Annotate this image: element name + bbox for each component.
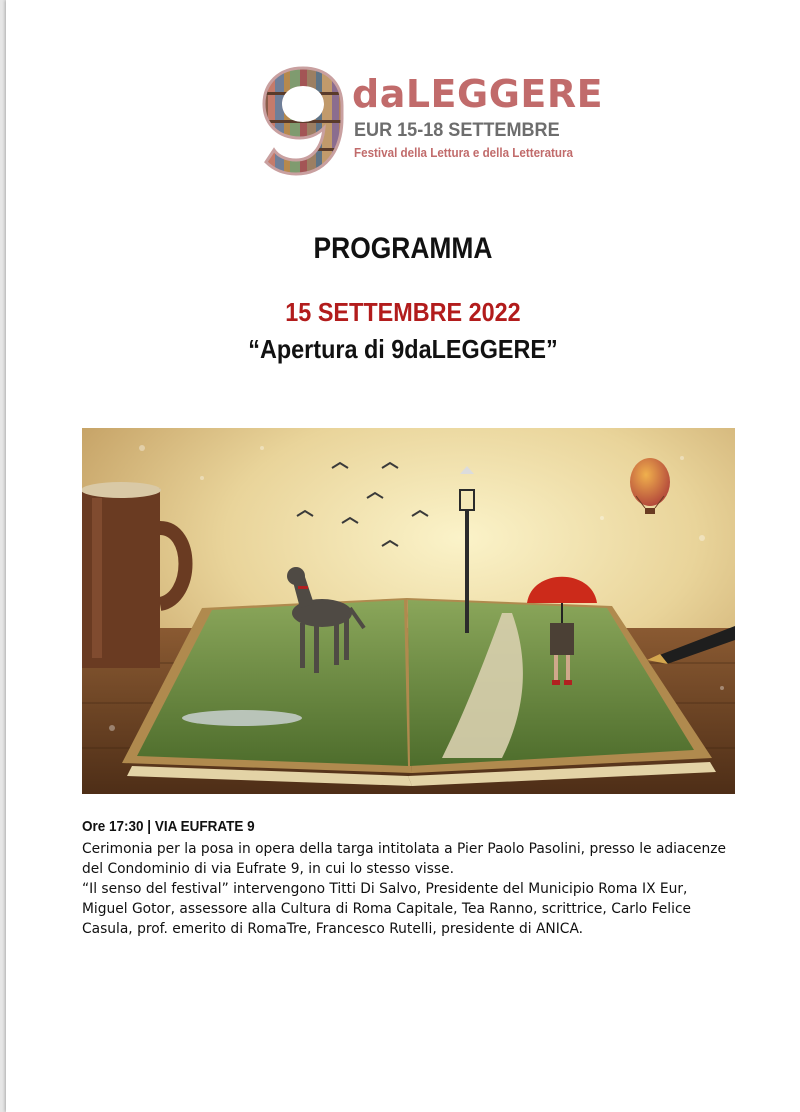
page-title: PROGRAMMA <box>313 232 493 265</box>
event-date: 15 SETTEMBRE 2022 <box>285 297 521 327</box>
event-description: Cerimonia per la posa in opera della targa intitolata a Pier Paolo Pasolini, presso le adiacenze del Condominio di via Eufrate 9, in cui lo stesso visse. <box>82 841 727 877</box>
event-block <box>82 818 732 939</box>
nine-bookshelf-icon <box>258 64 348 176</box>
document-page <box>6 0 800 1112</box>
logo-dates: EUR 15-18 SETTEMBRE <box>354 120 560 141</box>
event-time-place: Ore 17:30 | VIA EUFRATE 9 <box>82 818 255 835</box>
logo-title: daLEGGERE <box>352 72 604 116</box>
festival-logo <box>258 64 604 176</box>
cover-illustration <box>82 428 735 794</box>
open-book-illustration-icon <box>82 428 735 794</box>
event-subtitle: “Apertura di 9daLEGGERE” <box>248 334 558 364</box>
event-speakers: “Il senso del festival” intervengono Titti Di Salvo, Presidente del Municipio Roma IX Eur, Miguel Gotor, assessore alla Cultura di Roma Capitale, Tea Ranno, scrittrice, Carlo Felice Casula, prof. emerito di RomaTre, Francesco Rutelli, presidente di ANICA. <box>82 881 692 937</box>
logo-subtitle: Festival della Lettura e della Letteratura <box>354 146 574 160</box>
